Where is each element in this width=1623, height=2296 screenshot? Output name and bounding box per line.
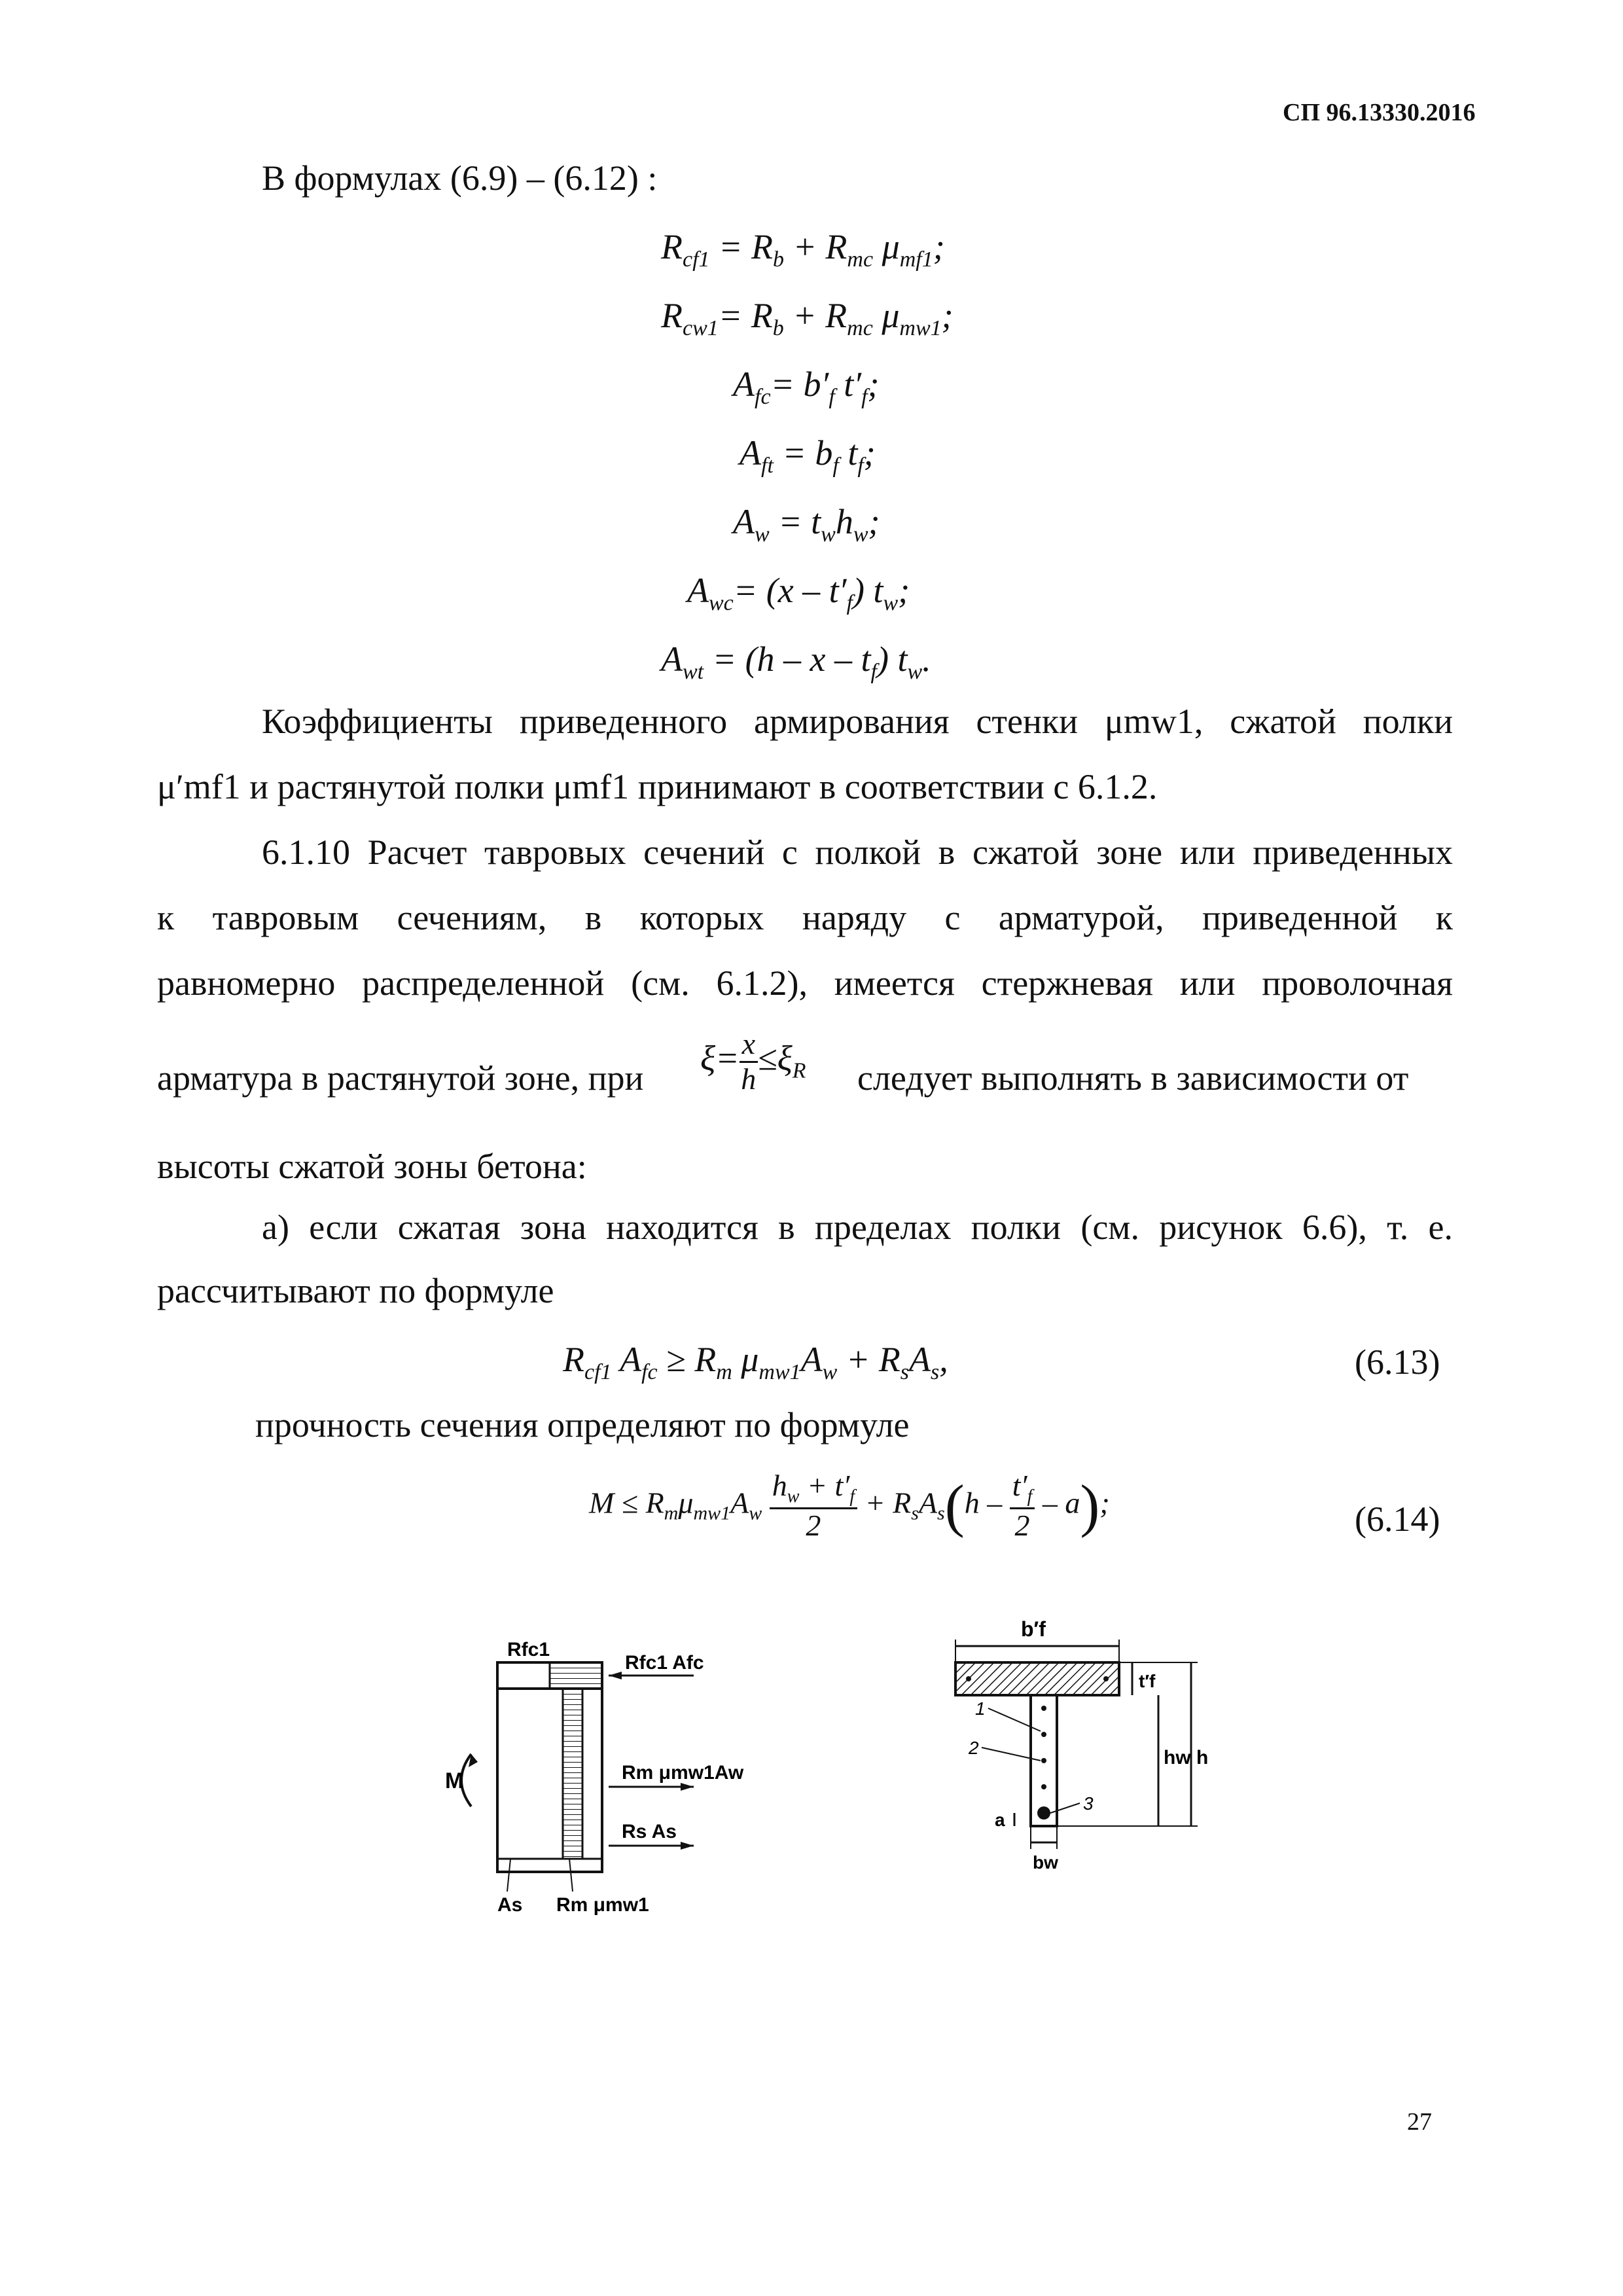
- label-rm-mu-aw: Rm μmw1Aw: [622, 1762, 744, 1784]
- label-bw: bw: [1033, 1852, 1058, 1873]
- xi-condition: ξ= $\frac{x}{h}$ $\le\xi_R$: [700, 1027, 806, 1096]
- paragraph-2-line-5: высоты сжатой зоны бетона:: [157, 1147, 587, 1186]
- label-m: M: [445, 1768, 464, 1793]
- web-stress-block: [563, 1689, 582, 1859]
- label-a: a: [995, 1810, 1005, 1830]
- definition-awt: $A_{wt} = (h - x - t_f)$ $t_w$.: [661, 639, 931, 684]
- label-tf: t′f: [1139, 1671, 1156, 1691]
- paragraph-2-line-1: 6.1.10 Расчет тавровых сечений с полкой в сжатой зоне или приведенных: [262, 833, 1453, 872]
- formula-6-14: $M \le R_m\mu_{mw1}A_w$ $\frac{h_w + t'_f}{2}$ + $R_sA_s(h$ – $\frac{t'_f}{2}$ – a);: [589, 1469, 1110, 1542]
- stress-diagram: [445, 1636, 825, 1977]
- intro-text: В формулах (6.9) – (6.12) :: [262, 158, 658, 198]
- label-as: As: [497, 1894, 523, 1916]
- label-h: h: [1196, 1747, 1209, 1768]
- formula-6-13-number: (6.13): [1355, 1342, 1440, 1382]
- diagram-web-box: [497, 1689, 602, 1872]
- page-number: 27: [1407, 2108, 1432, 2136]
- definition-afc: $A_{fc}= b'_f$ $t'_f$;: [733, 365, 880, 409]
- definition-awc: $A_{wc}= (x - t'_f)$ $t_w$;: [687, 571, 910, 615]
- paragraph-1-line-1: Коэффициенты приведенного армирования стенки μmw1, сжатой полки: [262, 702, 1453, 741]
- label-hw: hw: [1164, 1747, 1191, 1768]
- label-rfc1-afc: Rfc1 Afc: [625, 1652, 704, 1674]
- definition-rcw1: $R_{cw1}= R_b + R_{mc}$ $\mu_{mw1}$;: [661, 296, 954, 340]
- paragraph-4: прочность сечения определяют по формуле: [255, 1405, 910, 1444]
- label-rs-as: Rs As: [622, 1821, 677, 1842]
- label-rm-mu: Rm μmw1: [556, 1894, 649, 1916]
- definition-aw: $A_w = t_wh_w$;: [733, 502, 880, 547]
- label-1: 1: [975, 1698, 986, 1719]
- t-section-diagram: [916, 1610, 1257, 1950]
- t-section-flange: [955, 1662, 1119, 1695]
- formula-6-14-number: (6.14): [1355, 1499, 1440, 1539]
- paragraph-2-line-4-start: арматура в растянутой зоне, при: [157, 1058, 644, 1098]
- paragraph-3-line-2: рассчитывают по формуле: [157, 1271, 554, 1310]
- paragraph-2-line-4-end: следует выполнять в зависимости от: [857, 1058, 1409, 1098]
- paragraph-1-line-2: μ′mf1 и растянутой полки μmf1 принимают в соответствии с 6.1.2.: [157, 767, 1158, 806]
- label-rfc1: Rfc1: [507, 1639, 550, 1660]
- definition-rcf1: $R_{cf1} = R_b + R_{mc}$ $\mu_{mf1}$;: [661, 227, 945, 272]
- paragraph-3-line-1: а) если сжатая зона находится в пределах полки (см. рисунок 6.6), т. е.: [262, 1208, 1453, 1247]
- flange-stress-block: [550, 1662, 602, 1689]
- main-bar: [1037, 1806, 1050, 1820]
- label-bf: b′f: [1021, 1617, 1046, 1641]
- document-code: СП 96.13330.2016: [1283, 99, 1476, 126]
- paragraph-2-line-2: к тавровым сечениям, в которых наряду с арматурой, приведенной к: [157, 898, 1453, 937]
- paragraph-2-line-3: равномерно распределенной (см. 6.1.2), имеется стержневая или проволочная: [157, 963, 1453, 1003]
- formula-6-13: $R_{cf1}$ $A_{fc} \ge R_m$ $\mu_{mw1}A_w + R_sA_s$,: [563, 1340, 948, 1384]
- label-2: 2: [969, 1738, 979, 1758]
- definition-aft: $A_{ft} = b_f$ $t_f$;: [740, 433, 876, 478]
- label-3: 3: [1083, 1793, 1094, 1814]
